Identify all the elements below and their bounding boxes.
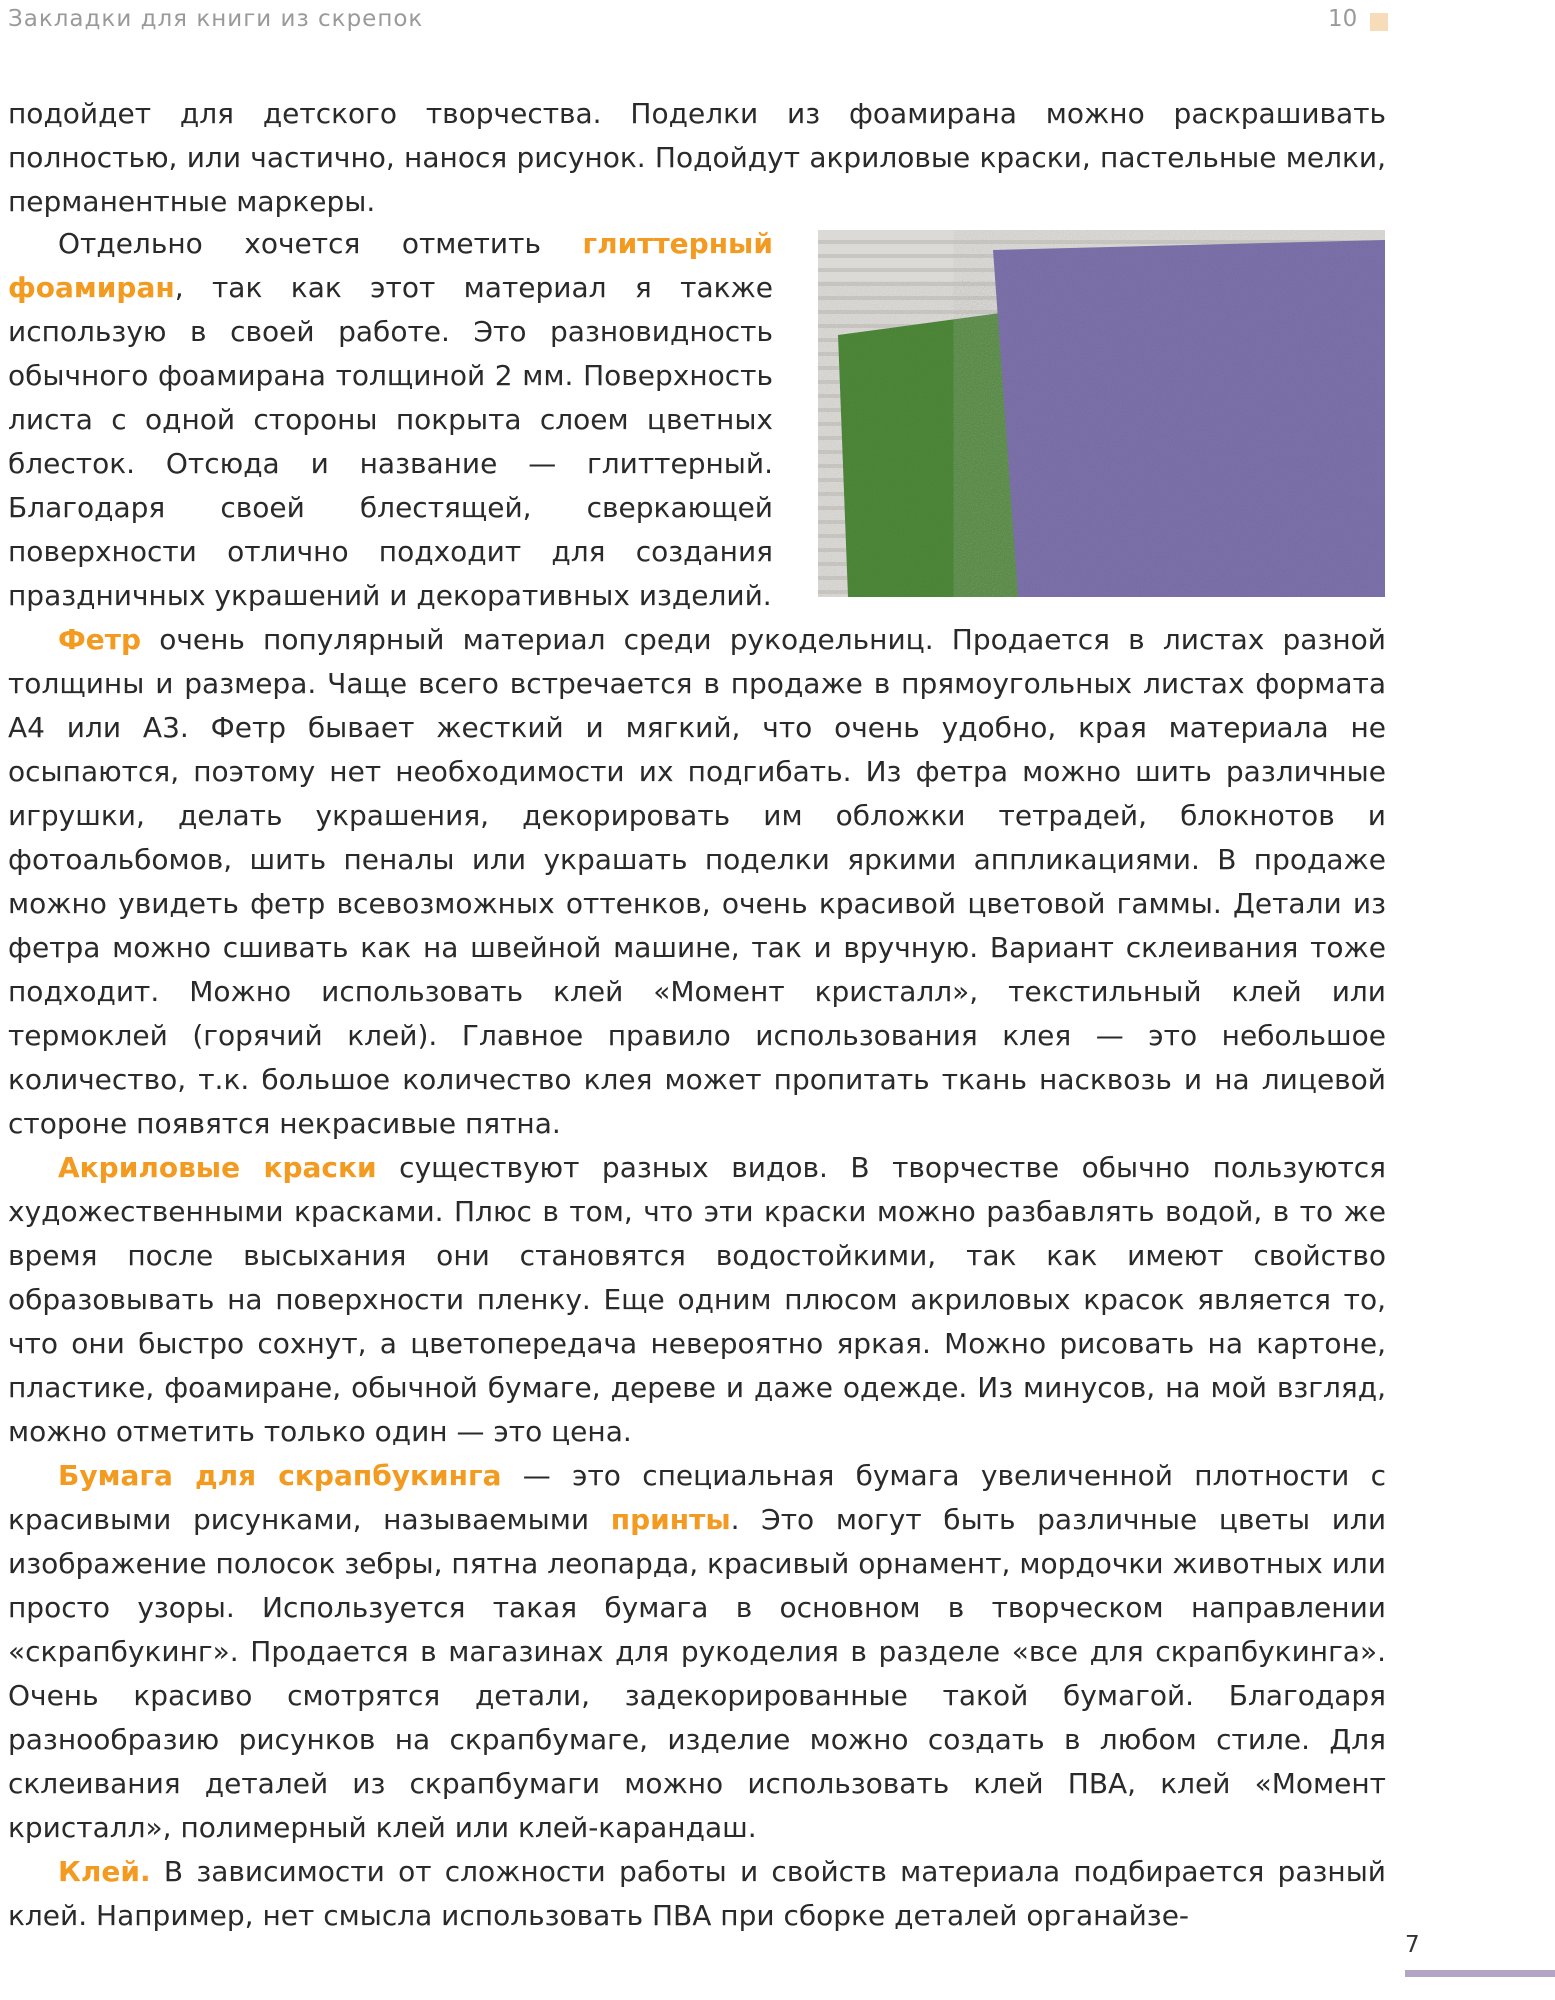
- intro-paragraph: подойдет для детского творчества. Поделки из фоамирана можно раскрашивать полностью, или частично, нанося рисунок. Подойдут акриловые краски, пастельные мелки, перманентные маркеры.: [8, 97, 1386, 218]
- term-scrap-paper: Бумага для скрапбукинга: [58, 1459, 502, 1492]
- header-page-number: 10: [1328, 6, 1358, 32]
- term-glitter-foamiran: глиттерный фоамиран: [8, 227, 773, 304]
- glitter-paragraph: Отдельно хочется отметить глиттерный фоамиран, так как этот материал я также использую в своей работе. Это разновидность обычного фоамирана толщиной 2 мм. Поверхность листа с одной стороны покрыта слоем цветных блесток. Отсюда и название — глиттерный. Благодаря своей блестящей, сверкающей поверхности отлично подходит для создания праздничных украшений и декоративных изделий.: [8, 227, 773, 612]
- body-paragraphs: Фетр очень популярный материал среди рукодельниц. Продается в листах разной толщины и размера. Чаще всего встречается в продаже в прямоугольных листах формата А4 или А3. Фетр бывает жесткий и мягкий, что очень удобно, края материала не осыпаются, поэтому нет необходимости их подгибать. Из фетра можно шить различные игрушки, делать украшения, декорировать им обложки тетрадей, блокнотов и фотоальбомов, шить пеналы или украшать поделки яркими аппликациями. В продаже можно увидеть фетр всевозможных оттенков, очень красивой цветовой гаммы. Детали из фетра можно сшивать как на швейной машине, так и вручную. Вариант склеивания тоже подходит. Можно использовать клей «Момент кристалл», текстильный клей или термоклей (горячий клей). Главное правило использования клея — это небольшое количество, т.к. большое количество клея может пропитать ткань насквозь и на лицевой стороне появятся некрасивые пятна. Акриловые краски существуют разных видов. В творчестве обычно пользуются художественными красками. Плюс в том, что эти краски можно разбавлять водой, в то же время после высыхания они становятся водостойкими, так как имеют свойство образовывать на поверхности пленку. Еще одним плюсом акриловых красок является то, что они быстро сохнут, а цветопередача невероятно яркая. Можно рисовать на картоне, пластике, фоамиране, обычной бумаге, дереве и даже одежде. Из минусов, на мой взгляд, можно отметить только один — это цена. Бумага для скрапбукинга — это специальная бумага увеличенной плотности с красивыми рисунками, называемыми принты. Это могут быть различные цветы или изображение полосок зебры, пятна леопарда, красивый орнамент, мордочки животных или просто узоры. Используется такая бумага в основном в творческом направлении «скрапбукинг». Продается в магазинах для рукоделия в разделе «все для скрапбукинга». Очень красиво смотрятся детали, задекорированные такой бумагой. Благодаря разнообразию рисунков на скрапбумаге, изделие можно создать в любом стиле. Для склеивания деталей из скрапбумаги можно использовать клей ПВА, клей «Момент кристалл», полимерный клей или клей-карандаш. Клей. В зависимости от сложности работы и свойств материала подбирается разный клей. Например, нет смысла использовать ПВА при сборке деталей органайзе-: [8, 623, 1387, 1932]
- term-felt: Фетр: [58, 623, 142, 656]
- term-glue: Клей.: [58, 1855, 151, 1888]
- book-title: Закладки для книги из скрепок: [8, 6, 424, 32]
- footer-bar: [1405, 1970, 1555, 1977]
- glitter-foamiran-photo: [818, 230, 1385, 597]
- term-prints: принты: [610, 1503, 731, 1536]
- page-number: 7: [1405, 1932, 1420, 1958]
- purple-sheet: [993, 240, 1385, 597]
- term-acrylic: Акриловые краски: [58, 1151, 377, 1184]
- running-header: [8, 6, 1388, 40]
- header-square-icon: [1370, 13, 1388, 31]
